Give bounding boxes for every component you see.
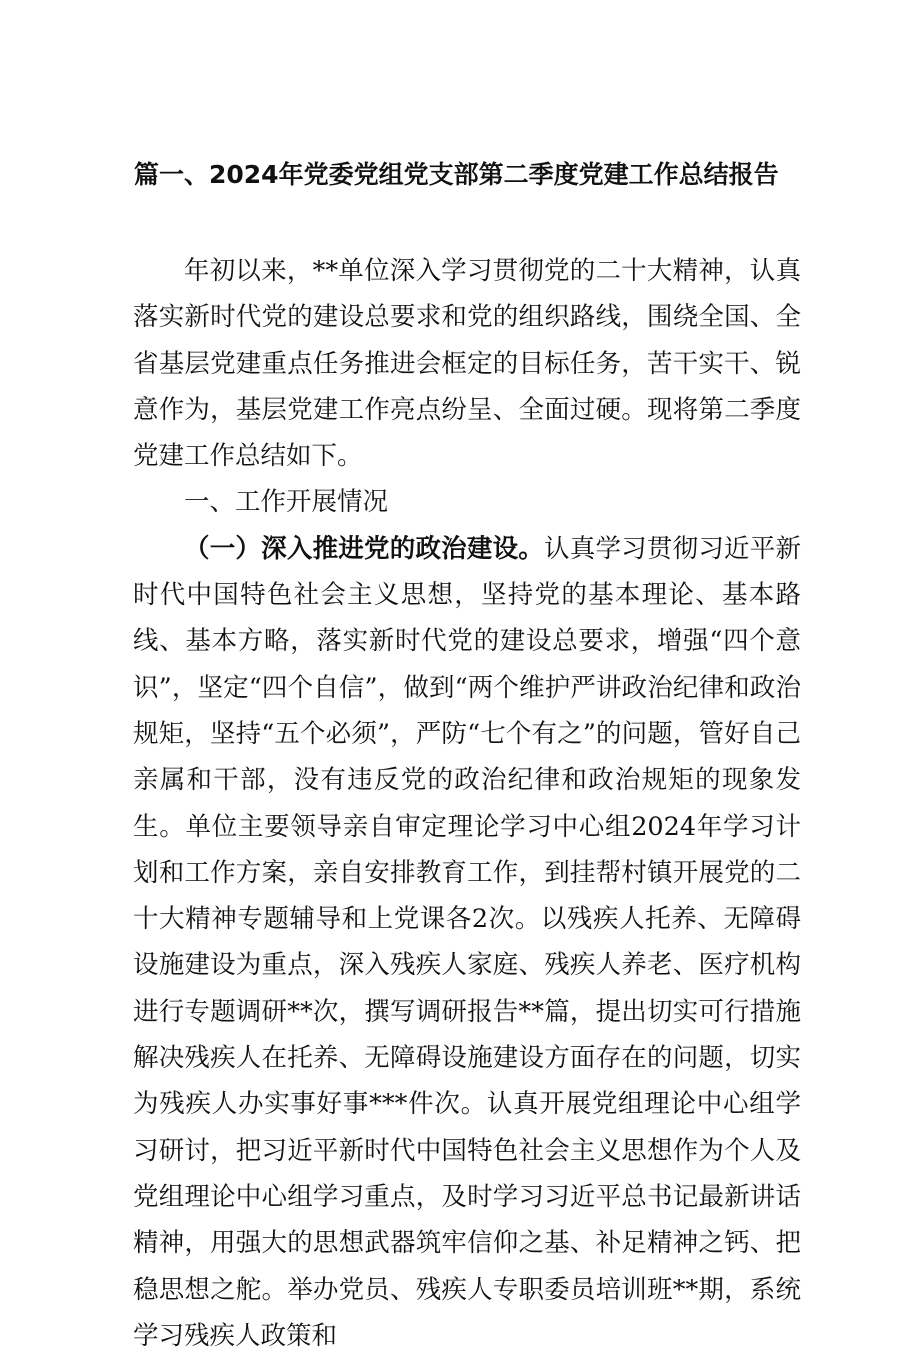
subsection-paragraph [133,526,801,1359]
document-body [133,248,801,1359]
subsection-body: 认真学习贯彻习近平新时代中国特色社会主义思想，坚持党的基本理论、基本路线、基本方略，落实新时代党的建设总要求，增强“四个意识”，坚定“四个自信”，做到“两个维护严讲政治纪律和政治规矩，坚持“五个必须”，严防“七个有之”的问题，管好自己亲属和干部，没有违反党的政治纪律和政治规矩的现象发生。单位主要领导亲自审定理论学习中心组2024年学习计划和工作方案，亲自安排教育工作，到挂帮村镇开展党的二十大精神专题辅导和上党课各2次。以残疾人托养、无障碍设施建设为重点，深入残疾人家庭、残疾人养老、医疗机构进行专题调研**次，撰写调研报告**篇，提出切实可行措施解决残疾人在托养、无障碍设施建设方面存在的问题，切实为残疾人办实事好事***件次。认真开展党组理论中心组学习研讨，把习近平新时代中国特色社会主义思想作为个人及党组理论中心组学习重点，及时学习习近平总书记最新讲话精神，用强大的思想武器筑牢信仰之基、补足精神之钙、把稳思想之舵。举办党员、残疾人专职委员培训班**期，系统学习残疾人政策和 [133,533,801,1351]
intro-paragraph: 年初以来，**单位深入学习贯彻党的二十大精神，认真落实新时代党的建设总要求和党的组织路线，围绕全国、全省基层党建重点任务推进会框定的目标任务，苦干实干、锐意作为，基层党建工作亮点纷呈、全面过硬。现将第二季度党建工作总结如下。 [133,256,801,472]
subsection-heading: （一）深入推进党的政治建设。 [184,533,545,564]
section-heading: 一、工作开展情况 [184,487,389,518]
document-title: 篇一、2024年党委党组党支部第二季度党建工作总结报告 [134,160,779,189]
